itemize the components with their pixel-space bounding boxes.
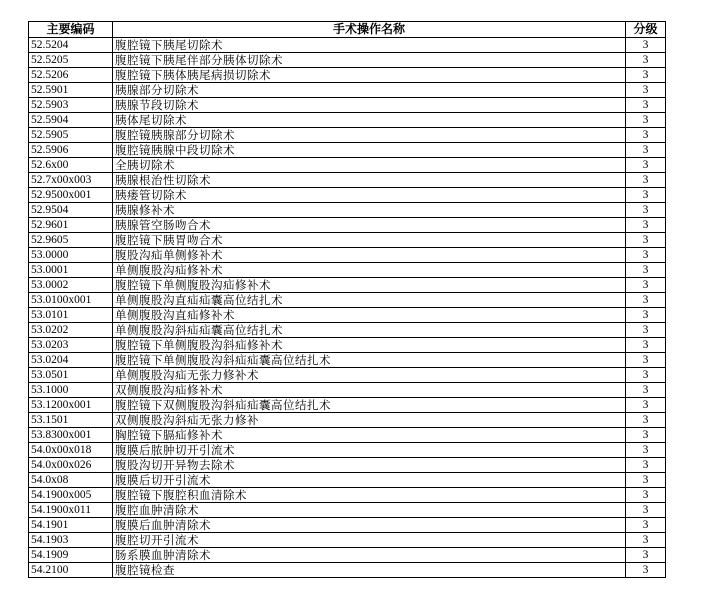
table-row [29, 38, 666, 53]
cell-grade: 3 [626, 383, 666, 398]
cell-grade: 3 [626, 338, 666, 353]
cell-grade: 3 [626, 533, 666, 548]
cell-name: 腹腔镜下胰胃吻合术 [113, 233, 626, 248]
cell-name: 单侧腹股沟疝修补术 [113, 263, 626, 278]
cell-code: 52.9504 [29, 203, 113, 218]
cell-name: 胰瘘管切除术 [113, 188, 626, 203]
cell-name: 胰腺根治性切除术 [113, 173, 626, 188]
table-row [29, 53, 666, 68]
cell-name: 胰腺管空肠吻合术 [113, 218, 626, 233]
table-row [29, 98, 666, 113]
cell-code: 52.5906 [29, 143, 113, 158]
table-row [29, 398, 666, 413]
cell-grade: 3 [626, 368, 666, 383]
cell-name: 腹腔血肿清除术 [113, 503, 626, 518]
cell-code: 53.0002 [29, 278, 113, 293]
cell-name: 腹腔切开引流术 [113, 533, 626, 548]
cell-grade: 3 [626, 173, 666, 188]
cell-grade: 3 [626, 233, 666, 248]
cell-code: 52.5905 [29, 128, 113, 143]
cell-grade: 3 [626, 98, 666, 113]
cell-code: 52.5204 [29, 38, 113, 53]
cell-name: 腹腔镜下胰尾切除术 [113, 38, 626, 53]
cell-code: 53.1501 [29, 413, 113, 428]
cell-code: 53.0101 [29, 308, 113, 323]
cell-code: 53.0000 [29, 248, 113, 263]
cell-grade: 3 [626, 113, 666, 128]
cell-grade: 3 [626, 398, 666, 413]
cell-grade: 3 [626, 218, 666, 233]
table-row [29, 233, 666, 248]
cell-grade: 3 [626, 68, 666, 83]
table-row [29, 158, 666, 173]
table-row [29, 263, 666, 278]
table-row [29, 338, 666, 353]
cell-name: 腹腔镜下单侧腹股沟疝修补术 [113, 278, 626, 293]
cell-name: 胰腺修补术 [113, 203, 626, 218]
table-row [29, 218, 666, 233]
cell-grade: 3 [626, 428, 666, 443]
cell-name: 单侧腹股沟直疝疝囊高位结扎术 [113, 293, 626, 308]
table-row [29, 68, 666, 83]
cell-code: 53.0202 [29, 323, 113, 338]
cell-name: 腹腔镜下单侧腹股沟斜疝疝囊高位结扎术 [113, 353, 626, 368]
cell-name: 胸腔镜下膈疝修补术 [113, 428, 626, 443]
cell-grade: 3 [626, 518, 666, 533]
table-body [29, 38, 666, 578]
table-row [29, 443, 666, 458]
cell-grade: 3 [626, 53, 666, 68]
cell-code: 52.5901 [29, 83, 113, 98]
table-header-row [29, 22, 666, 38]
cell-name: 腹腔镜下双侧腹股沟斜疝疝囊高位结扎术 [113, 398, 626, 413]
cell-grade: 3 [626, 293, 666, 308]
header-code: 主要编码 [29, 22, 113, 38]
cell-name: 腹腔镜下胰体胰尾病损切除术 [113, 68, 626, 83]
table-row [29, 113, 666, 128]
table-row [29, 533, 666, 548]
cell-code: 52.5206 [29, 68, 113, 83]
table-row [29, 293, 666, 308]
cell-code: 52.9500x001 [29, 188, 113, 203]
cell-name: 胰腺节段切除术 [113, 98, 626, 113]
table-row [29, 173, 666, 188]
cell-code: 53.0001 [29, 263, 113, 278]
cell-grade: 3 [626, 278, 666, 293]
cell-grade: 3 [626, 143, 666, 158]
cell-grade: 3 [626, 443, 666, 458]
cell-name: 单侧腹股沟斜疝疝囊高位结扎术 [113, 323, 626, 338]
table-row [29, 413, 666, 428]
cell-grade: 3 [626, 308, 666, 323]
cell-code: 52.9605 [29, 233, 113, 248]
cell-name: 腹膜后切开引流术 [113, 473, 626, 488]
cell-name: 腹膜后脓肿切开引流术 [113, 443, 626, 458]
cell-code: 52.5904 [29, 113, 113, 128]
cell-name: 全胰切除术 [113, 158, 626, 173]
cell-name: 胰腺部分切除术 [113, 83, 626, 98]
cell-grade: 3 [626, 128, 666, 143]
table-row [29, 248, 666, 263]
cell-name: 腹腔镜下单侧腹股沟斜疝修补术 [113, 338, 626, 353]
cell-code: 54.1900x005 [29, 488, 113, 503]
table-row [29, 353, 666, 368]
table-row [29, 458, 666, 473]
cell-grade: 3 [626, 83, 666, 98]
cell-name: 单侧腹股沟直疝修补术 [113, 308, 626, 323]
cell-code: 53.0204 [29, 353, 113, 368]
cell-grade: 3 [626, 353, 666, 368]
cell-grade: 3 [626, 158, 666, 173]
cell-grade: 3 [626, 413, 666, 428]
cell-code: 52.9601 [29, 218, 113, 233]
cell-grade: 3 [626, 503, 666, 518]
table-row [29, 503, 666, 518]
table-row [29, 188, 666, 203]
table-row [29, 488, 666, 503]
cell-code: 52.5205 [29, 53, 113, 68]
cell-code: 54.0x08 [29, 473, 113, 488]
cell-grade: 3 [626, 488, 666, 503]
table-row [29, 128, 666, 143]
table-row [29, 473, 666, 488]
cell-grade: 3 [626, 263, 666, 278]
cell-name: 单侧腹股沟疝无张力修补术 [113, 368, 626, 383]
cell-code: 53.1000 [29, 383, 113, 398]
cell-name: 腹腔镜胰腺部分切除术 [113, 128, 626, 143]
cell-grade: 3 [626, 548, 666, 563]
cell-name: 双侧腹股沟疝修补术 [113, 383, 626, 398]
cell-grade: 3 [626, 38, 666, 53]
table-row [29, 308, 666, 323]
cell-code: 52.6x00 [29, 158, 113, 173]
table-row [29, 383, 666, 398]
cell-name: 胰体尾切除术 [113, 113, 626, 128]
cell-name: 腹股沟切开异物去除术 [113, 458, 626, 473]
table-row [29, 368, 666, 383]
cell-name: 腹股沟疝单侧修补术 [113, 248, 626, 263]
cell-name: 腹膜后血肿清除术 [113, 518, 626, 533]
cell-code: 53.8300x001 [29, 428, 113, 443]
cell-code: 54.0x00x018 [29, 443, 113, 458]
cell-code: 53.0100x001 [29, 293, 113, 308]
cell-code: 54.1903 [29, 533, 113, 548]
cell-code: 54.0x00x026 [29, 458, 113, 473]
table-row [29, 203, 666, 218]
cell-grade: 3 [626, 248, 666, 263]
table-row [29, 518, 666, 533]
table-row [29, 323, 666, 338]
cell-grade: 3 [626, 188, 666, 203]
cell-name: 腹腔镜下腹腔积血清除术 [113, 488, 626, 503]
header-name: 手术操作名称 [113, 22, 626, 38]
cell-code: 54.2100 [29, 563, 113, 578]
table-row [29, 563, 666, 578]
cell-code: 52.7x00x003 [29, 173, 113, 188]
cell-code: 54.1909 [29, 548, 113, 563]
cell-name: 双侧腹股沟斜疝无张力修补 [113, 413, 626, 428]
table-row [29, 83, 666, 98]
cell-code: 53.0203 [29, 338, 113, 353]
cell-code: 53.1200x001 [29, 398, 113, 413]
cell-code: 54.1901 [29, 518, 113, 533]
cell-name: 腹腔镜检查 [113, 563, 626, 578]
cell-name: 肠系膜血肿清除术 [113, 548, 626, 563]
header-grade: 分级 [626, 22, 666, 38]
cell-grade: 3 [626, 563, 666, 578]
cell-code: 52.5903 [29, 98, 113, 113]
cell-grade: 3 [626, 458, 666, 473]
cell-code: 54.1900x011 [29, 503, 113, 518]
table-row [29, 278, 666, 293]
cell-name: 腹腔镜下胰尾伴部分胰体切除术 [113, 53, 626, 68]
procedure-table [28, 21, 666, 578]
table-row [29, 428, 666, 443]
cell-code: 53.0501 [29, 368, 113, 383]
cell-grade: 3 [626, 323, 666, 338]
table-row [29, 143, 666, 158]
cell-name: 腹腔镜胰腺中段切除术 [113, 143, 626, 158]
cell-grade: 3 [626, 203, 666, 218]
cell-grade: 3 [626, 473, 666, 488]
table-row [29, 548, 666, 563]
